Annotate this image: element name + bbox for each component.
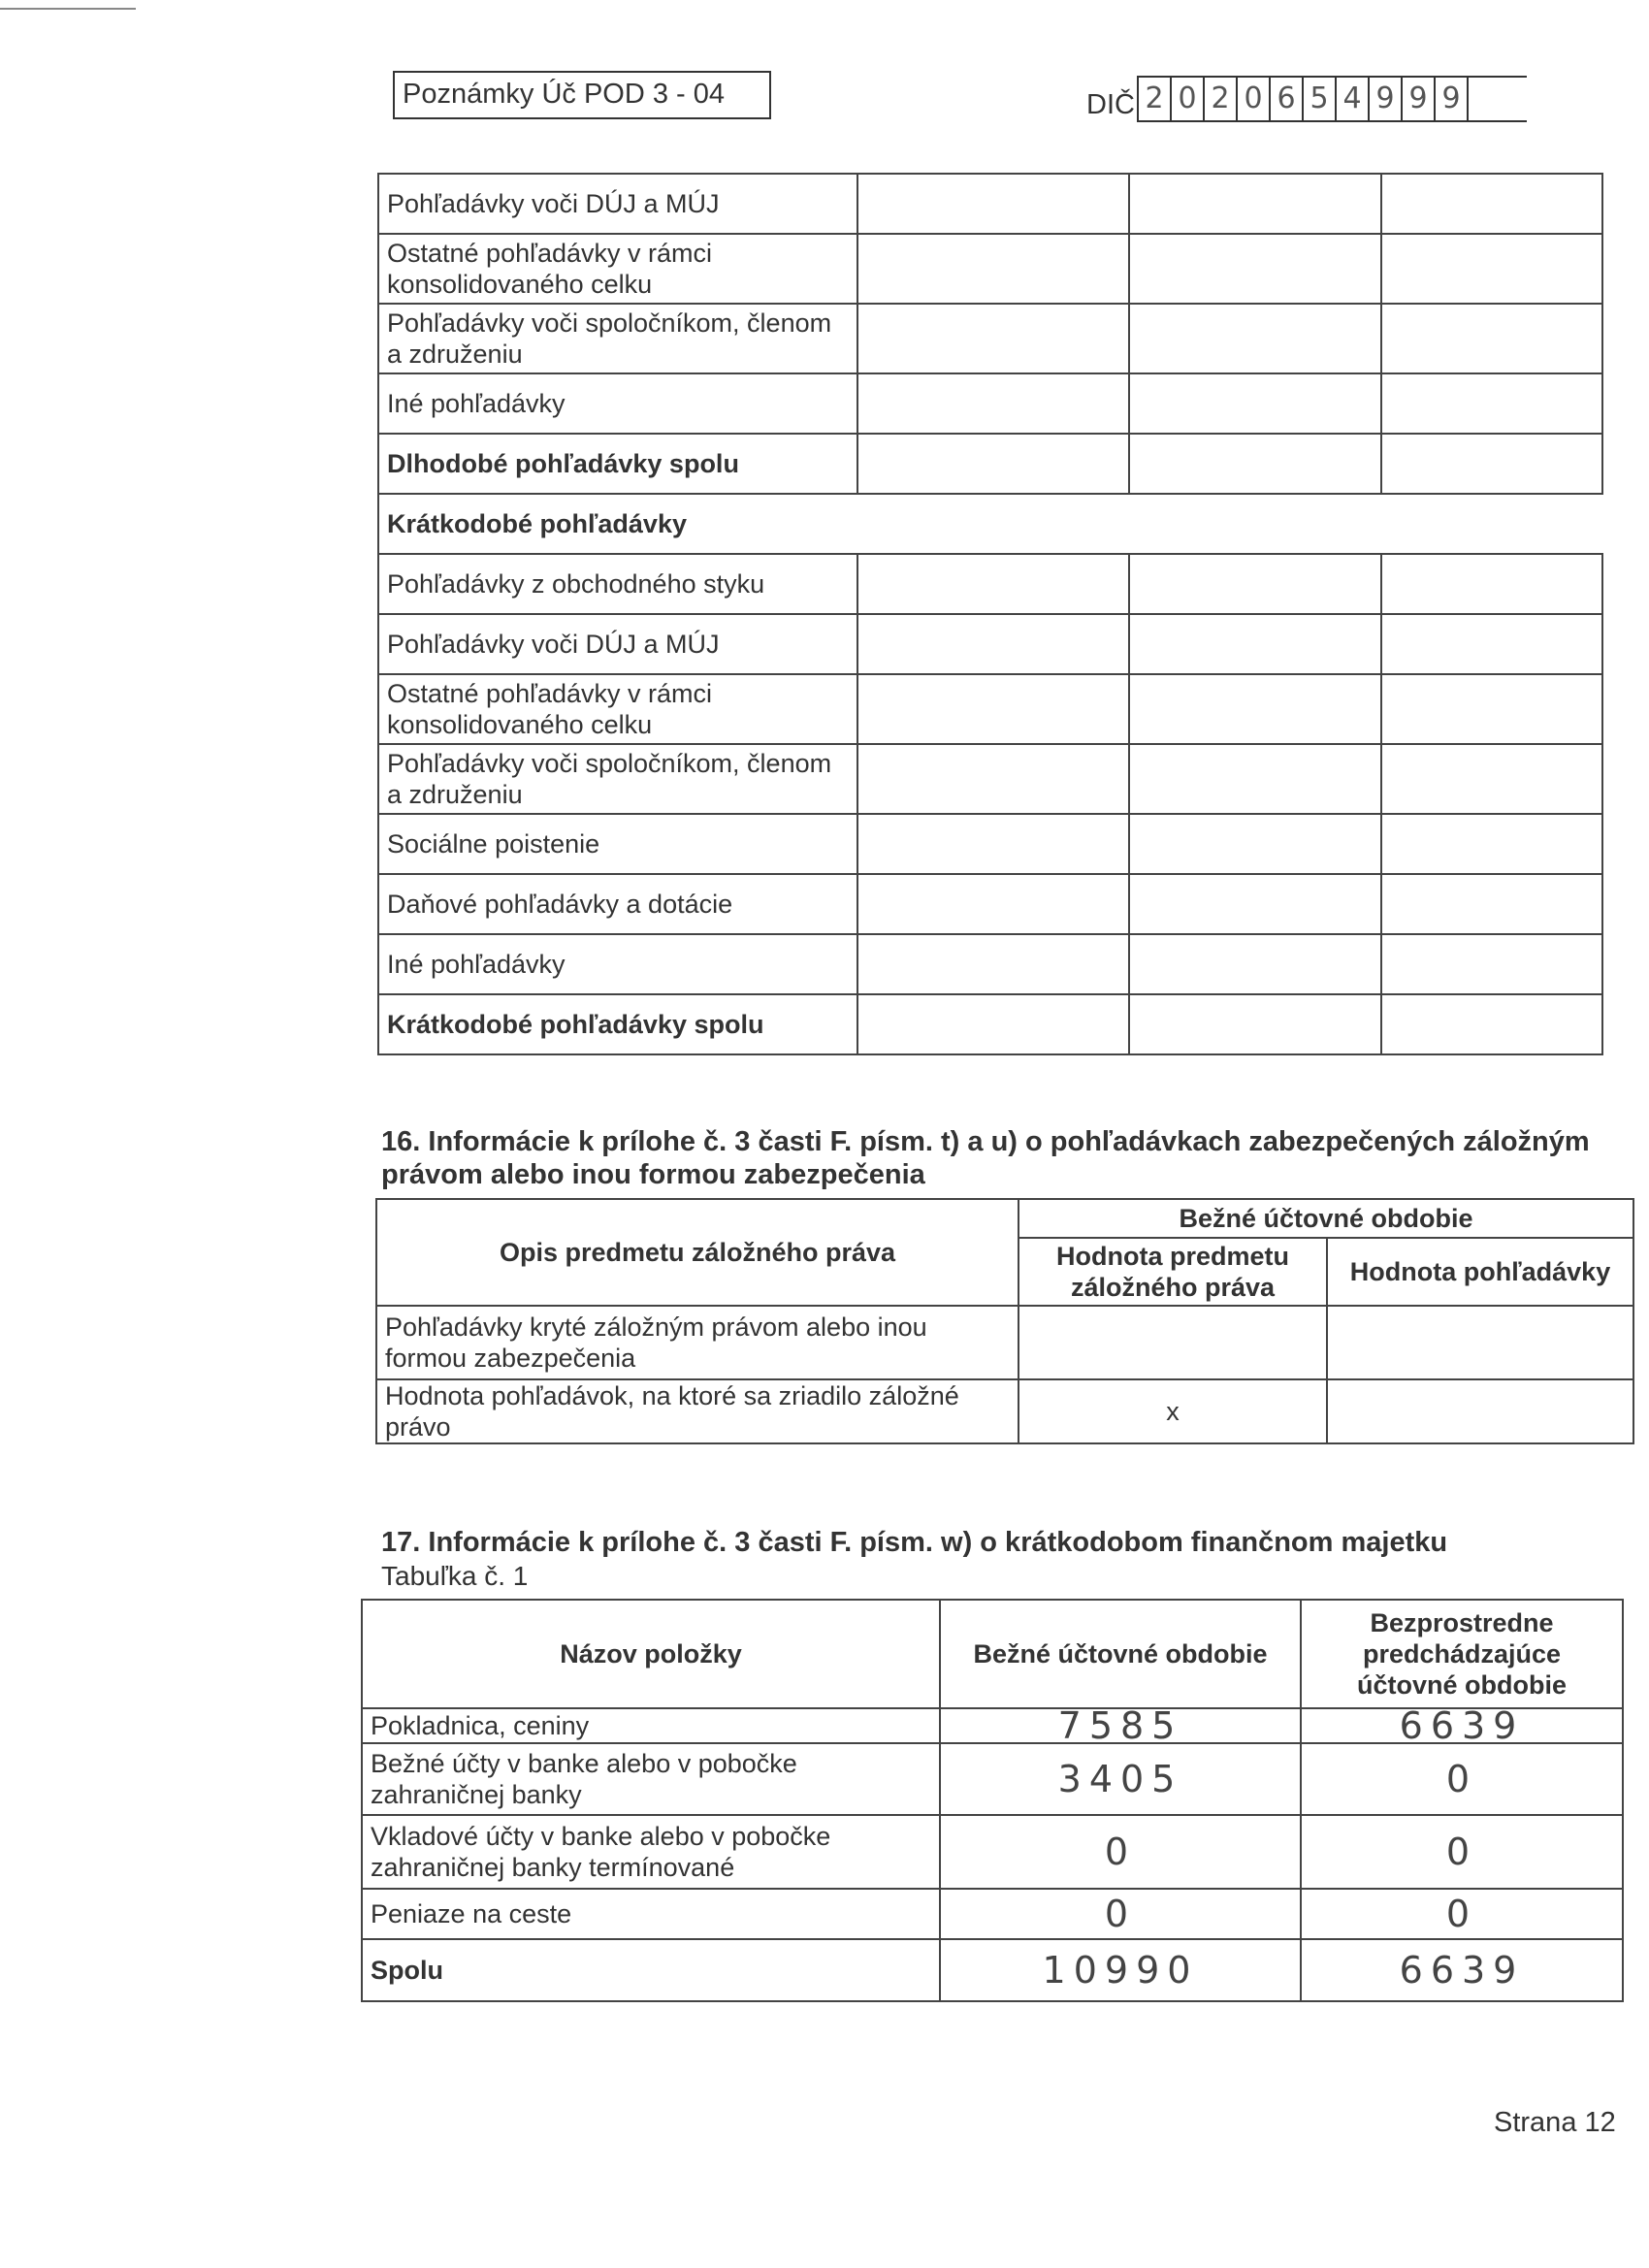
section17-number: 17.	[381, 1527, 421, 1558]
fa-row-current: 0	[940, 1889, 1301, 1939]
receivables-row-label: Pohľadávky voči spoločníkom, členom a združeniu	[378, 744, 857, 814]
form-code-box	[393, 71, 771, 119]
receivables-value-cell	[857, 674, 1129, 744]
dic-digit: 0	[1238, 78, 1271, 120]
receivables-value-cell	[857, 174, 1129, 234]
pledge-row-pledge-value	[1018, 1306, 1327, 1379]
receivables-value-cell	[857, 373, 1129, 434]
receivables-row	[378, 234, 1602, 304]
receivables-row-label: Ostatné pohľadávky v rámci konsolidovaného celku	[378, 674, 857, 744]
receivables-value-cell	[1381, 554, 1602, 614]
receivables-row-label: Daňové pohľadávky a dotácie	[378, 874, 857, 934]
receivables-value-cell	[1381, 674, 1602, 744]
fa-col-item: Názov položky	[362, 1600, 940, 1708]
receivables-value-cell	[1129, 744, 1381, 814]
section17-title: Informácie k prílohe č. 3 časti F. písm. w) o krátkodobom finančnom majetku	[428, 1527, 1448, 1558]
pledge-row-pledge-value: x	[1018, 1379, 1327, 1443]
dic-digit: 9	[1370, 78, 1403, 120]
receivables-value-cell	[857, 234, 1129, 304]
receivables-value-cell	[857, 614, 1129, 674]
receivables-row	[378, 304, 1602, 373]
receivables-value-cell	[857, 434, 1129, 494]
dic-digit: 0	[1172, 78, 1205, 120]
fa-row-label: Vkladové účty v banke alebo v pobočke zahraničnej banky termínované	[362, 1815, 940, 1889]
receivables-row	[378, 934, 1602, 994]
receivables-row-label: Pohľadávky voči DÚJ a MÚJ	[378, 614, 857, 674]
receivables-value-cell	[857, 554, 1129, 614]
receivables-row-label: Pohľadávky voči spoločníkom, členom a združeniu	[378, 304, 857, 373]
receivables-row	[378, 174, 1602, 234]
receivables-value-cell	[1129, 674, 1381, 744]
receivables-row	[378, 494, 1602, 554]
section16-title: Informácie k prílohe č. 3 časti F. písm. t) a u) o pohľadávkach zabezpečených záložným právom alebo inou formou zabezpečenia	[381, 1126, 1590, 1190]
receivables-value-cell	[857, 934, 1129, 994]
receivables-value-cell	[1381, 614, 1602, 674]
receivables-value-cell	[1129, 874, 1381, 934]
fa-row	[362, 1743, 1623, 1815]
dic-digit: 6	[1271, 78, 1304, 120]
receivables-value-cell	[1129, 174, 1381, 234]
dic-label: DIČ	[1086, 89, 1135, 120]
receivables-value-cell	[1381, 174, 1602, 234]
form-code: Poznámky Úč POD 3 - 04	[403, 79, 725, 110]
receivables-value-cell	[1381, 234, 1602, 304]
financial-assets-table	[361, 1599, 1624, 2002]
receivables-row-label: Pohľadávky z obchodného styku	[378, 554, 857, 614]
fa-row-current: 10990	[940, 1939, 1301, 2001]
receivables-row-label: Sociálne poistenie	[378, 814, 857, 874]
receivables-value-cell	[1381, 934, 1602, 994]
fa-row-label: Pokladnica, ceniny	[362, 1708, 940, 1743]
fa-row-current: 7585	[940, 1708, 1301, 1743]
receivables-value-cell	[1129, 434, 1381, 494]
pledge-col-pledge-value: Hodnota predmetu záložného práva	[1018, 1238, 1327, 1306]
pledge-row-label: Pohľadávky kryté záložným právom alebo inou formou zabezpečenia	[376, 1306, 1018, 1379]
receivables-value-cell	[857, 304, 1129, 373]
dic-boxes	[1137, 76, 1527, 122]
receivables-row-label: Iné pohľadávky	[378, 934, 857, 994]
receivables-row	[378, 874, 1602, 934]
receivables-row-label: Pohľadávky voči DÚJ a MÚJ	[378, 174, 857, 234]
receivables-row	[378, 614, 1602, 674]
fa-row-previous: 6639	[1301, 1708, 1623, 1743]
receivables-row-label: Krátkodobé pohľadávky	[378, 494, 1602, 554]
pledge-col-description: Opis predmetu záložného práva	[376, 1199, 1018, 1306]
receivables-value-cell	[1129, 994, 1381, 1054]
fa-row-previous: 0	[1301, 1815, 1623, 1889]
receivables-row	[378, 554, 1602, 614]
receivables-row	[378, 744, 1602, 814]
fa-col-current: Bežné účtovné obdobie	[940, 1600, 1301, 1708]
page-number: Strana 12	[1494, 2107, 1616, 2138]
receivables-value-cell	[1129, 934, 1381, 994]
pledge-row-receivable-value	[1327, 1379, 1633, 1443]
receivables-value-cell	[1129, 814, 1381, 874]
fa-row	[362, 1708, 1623, 1743]
receivables-row-label: Dlhodobé pohľadávky spolu	[378, 434, 857, 494]
receivables-value-cell	[1129, 614, 1381, 674]
pledge-table	[375, 1198, 1634, 1444]
receivables-table	[377, 173, 1603, 1055]
pledge-row-label: Hodnota pohľadávok, na ktoré sa zriadilo záložné právo	[376, 1379, 1018, 1443]
receivables-value-cell	[1129, 234, 1381, 304]
pledge-row-receivable-value	[1327, 1306, 1633, 1379]
dic-digit: 9	[1436, 78, 1469, 120]
receivables-value-cell	[1381, 874, 1602, 934]
receivables-row	[378, 373, 1602, 434]
dic-digit: 2	[1139, 78, 1172, 120]
receivables-row-label: Krátkodobé pohľadávky spolu	[378, 994, 857, 1054]
receivables-value-cell	[1381, 814, 1602, 874]
fa-row-current: 0	[940, 1815, 1301, 1889]
fa-row-label: Bežné účty v banke alebo v pobočke zahraničnej banky	[362, 1743, 940, 1815]
fa-row-label: Peniaze na ceste	[362, 1889, 940, 1939]
receivables-value-cell	[857, 744, 1129, 814]
dic-digit: 4	[1337, 78, 1370, 120]
dic-digit: 9	[1403, 78, 1436, 120]
receivables-value-cell	[857, 874, 1129, 934]
fa-row-current: 3405	[940, 1743, 1301, 1815]
receivables-value-cell	[1381, 994, 1602, 1054]
receivables-value-cell	[857, 814, 1129, 874]
receivables-row-label: Iné pohľadávky	[378, 373, 857, 434]
receivables-value-cell	[1129, 304, 1381, 373]
receivables-value-cell	[1381, 373, 1602, 434]
receivables-row	[378, 994, 1602, 1054]
receivables-value-cell	[1381, 304, 1602, 373]
receivables-row	[378, 434, 1602, 494]
dic-digit: 5	[1304, 78, 1337, 120]
fa-row-previous: 6639	[1301, 1939, 1623, 2001]
fa-row	[362, 1889, 1623, 1939]
receivables-value-cell	[1129, 554, 1381, 614]
receivables-value-cell	[1381, 434, 1602, 494]
section17-subtitle: Tabuľka č. 1	[381, 1561, 529, 1591]
fa-row	[362, 1939, 1623, 2001]
fa-row-previous: 0	[1301, 1743, 1623, 1815]
receivables-value-cell	[1129, 373, 1381, 434]
fa-col-previous: Bezprostredne predchádzajúce účtovné obdobie	[1301, 1600, 1623, 1708]
section16-heading	[381, 1125, 1633, 1191]
fa-row-previous: 0	[1301, 1889, 1623, 1939]
receivables-value-cell	[857, 994, 1129, 1054]
pledge-col-receivable-value: Hodnota pohľadávky	[1327, 1238, 1633, 1306]
receivables-row-label: Ostatné pohľadávky v rámci konsolidovaného celku	[378, 234, 857, 304]
receivables-row	[378, 814, 1602, 874]
section16-number: 16.	[381, 1126, 421, 1157]
section17-heading	[381, 1526, 1447, 1559]
fa-row	[362, 1815, 1623, 1889]
fa-row-label: Spolu	[362, 1939, 940, 2001]
pledge-col-period: Bežné účtovné obdobie	[1018, 1199, 1633, 1238]
dic-digit: 2	[1205, 78, 1238, 120]
scan-edge-line	[0, 8, 136, 10]
receivables-row	[378, 674, 1602, 744]
receivables-value-cell	[1381, 744, 1602, 814]
